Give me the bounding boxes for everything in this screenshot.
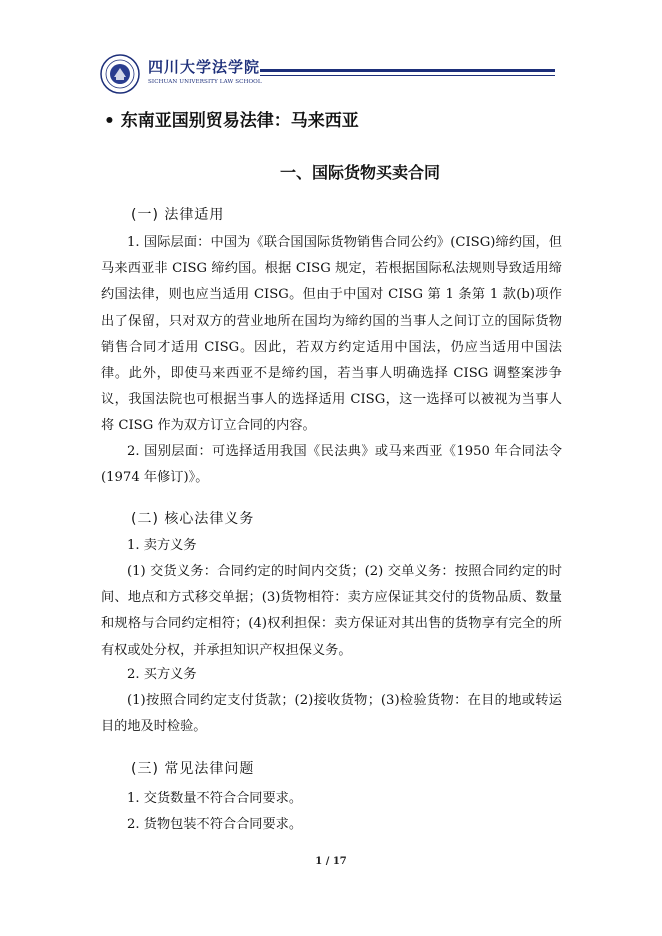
page-separator: / [325, 856, 330, 867]
paragraph-seller-obligations-title: 1. 卖方义务 [127, 538, 197, 553]
list-item: 2. 货物包装不符合合同要求。 [127, 817, 303, 832]
page-total: 17 [332, 856, 347, 867]
paragraph-buyer-obligations: (1)按照合同约定支付货款；(2)接收货物；(3)检验货物：在目的地或转运目的地及时检验。 [101, 693, 562, 735]
logo-english: SICHUAN UNIVERSITY LAW SCHOOL [148, 79, 262, 85]
logo-chinese: 四川大学法学院 [148, 58, 261, 76]
header-rule-thin [260, 75, 555, 76]
paragraph-international-level: 1. 国际层面：中国为《联合国国际货物销售合同公约》(CISG)缔约国，但马来西亚非 CISG 缔约国。根据 CISG 规定，若根据国际私法规则导致适用缔约国法律，则也应当适用 CISG。但由于中国对 CISG 第 1 条第 1 款(b)项作出了保留，只对双方的营业地所在国均为缔约国的当事人之间订立的国际货物销售合同才适用 CISG。因此，若双方约定适用中国法，仍应当适用中国法律。此外，即使马来西亚不是缔约国，若当事人明确选择 CISG 调整案涉争议，我国法院也可根据当事人的选择适用 CISG，这一选择可以被视为当事人将 CISG 作为双方订立合同的内容。 [101, 235, 562, 434]
university-seal-icon [100, 54, 140, 94]
subheading-common-issues: (三) 常见法律问题 [131, 761, 255, 777]
document-title: 一、国际货物买卖合同 [279, 163, 440, 182]
page-number: 1 [315, 856, 323, 867]
subheading-core-obligations: (二) 核心法律义务 [131, 511, 255, 527]
paragraph-national-level: 2. 国别层面：可选择适用我国《民法典》或马来西亚《1950 年合同法令(1974 年修订)》。 [101, 444, 562, 486]
page-footer [0, 856, 662, 867]
page-header [100, 52, 560, 96]
paragraph-seller-obligations: (1) 交货义务：合同约定的时间内交货；(2) 交单义务：按照合同约定的时间、地点和方式移交单据；(3)货物相符：卖方应保证其交付的货物品质、数量和规格与合同约定相符；(4)权利担保：卖方保证对其出售的货物享有完全的所有权或处分权，并承担知识产权担保义务。 [101, 564, 562, 658]
section-title: • 东南亚国别贸易法律：马来西亚 [104, 111, 359, 131]
subheading-law-application: (一) 法律适用 [131, 207, 225, 223]
list-item: 1. 交货数量不符合合同要求。 [127, 791, 303, 806]
header-rule-thick [260, 69, 555, 72]
paragraph-buyer-obligations-title: 2. 买方义务 [127, 667, 197, 682]
